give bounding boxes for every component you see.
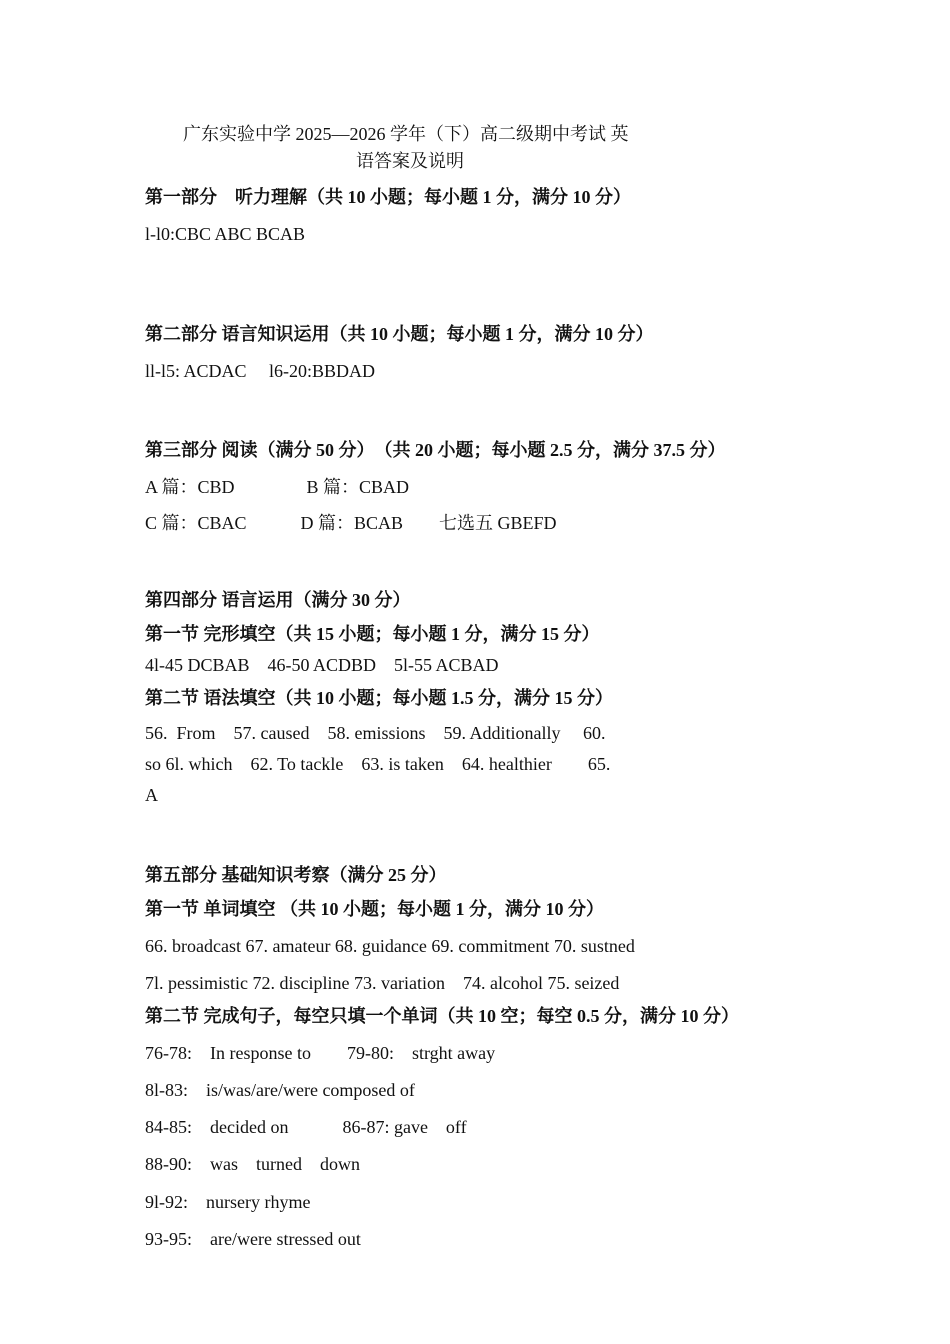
part3-heading: 第三部分 阅读（满分 50 分） （共 20 小题；每小题 2.5 分，满分 37.5 分） — [145, 440, 726, 460]
part1-answers: l-l0:CBC ABC BCAB — [145, 224, 306, 244]
part2-heading: 第二部分 语言知识运用（共 10 小题；每小题 1 分，满分 10 分） — [145, 324, 654, 344]
document-title-line2: 语答案及说明 — [356, 151, 464, 171]
document-title-line1: 广东实验中学 2025—2026 学年（下）高二级期中考试 英 — [183, 124, 629, 144]
sentence-answer-row: 9l-92: nursery rhyme — [145, 1192, 311, 1212]
part5-section2-heading: 第二节 完成句子，每空只填一个单词（共 10 空；每空 0.5 分，满分 10 分） — [145, 1006, 739, 1026]
part4-heading: 第四部分 语言运用（满分 30 分） — [145, 590, 411, 610]
part5-section1-line1: 66. broadcast 67. amateur 68. guidance 69. commitment 70. sustned — [145, 936, 635, 956]
part4-section1-answers: 4l-45 DCBAB 46-50 ACDBD 5l-55 ACBAD — [145, 655, 499, 675]
part4-section2-line3: A — [145, 785, 158, 805]
part3-answers-line2: C 篇：CBAC D 篇：BCAB 七选五 GBEFD — [145, 513, 557, 533]
sentence-answer-row: 84-85: decided on 86-87: gave off — [145, 1117, 467, 1137]
part4-section2-line1: 56. From 57. caused 58. emissions 59. Additionally 60. — [145, 723, 606, 743]
part4-section1-heading: 第一节 完形填空（共 15 小题；每小题 1 分，满分 15 分） — [145, 624, 600, 644]
sentence-answer-row: 76-78: In response to 79-80: strght away — [145, 1043, 496, 1063]
part5-section1-line2: 7l. pessimistic 72. discipline 73. variation 74. alcohol 75. seized — [145, 973, 620, 993]
part5-heading: 第五部分 基础知识考察（满分 25 分） — [145, 865, 447, 885]
part4-section2-line2: so 6l. which 62. To tackle 63. is taken 64. healthier 65. — [145, 754, 611, 774]
part5-section1-heading: 第一节 单词填空 （共 10 小题；每小题 1 分，满分 10 分） — [145, 899, 604, 919]
part2-answers: ll-l5: ACDAC l6-20:BBDAD — [145, 361, 376, 381]
sentence-answer-row: 93-95: are/were stressed out — [145, 1229, 361, 1249]
sentence-answer-row: 8l-83: is/was/are/were composed of — [145, 1080, 415, 1100]
part1-heading: 第一部分 听力理解（共 10 小题；每小题 1 分，满分 10 分） — [145, 187, 631, 207]
sentence-answer-row: 88-90: was turned down — [145, 1154, 360, 1174]
part4-section2-heading: 第二节 语法填空（共 10 小题；每小题 1.5 分，满分 15 分） — [145, 688, 613, 708]
part3-answers-line1: A 篇：CBD B 篇：CBAD — [145, 477, 410, 497]
